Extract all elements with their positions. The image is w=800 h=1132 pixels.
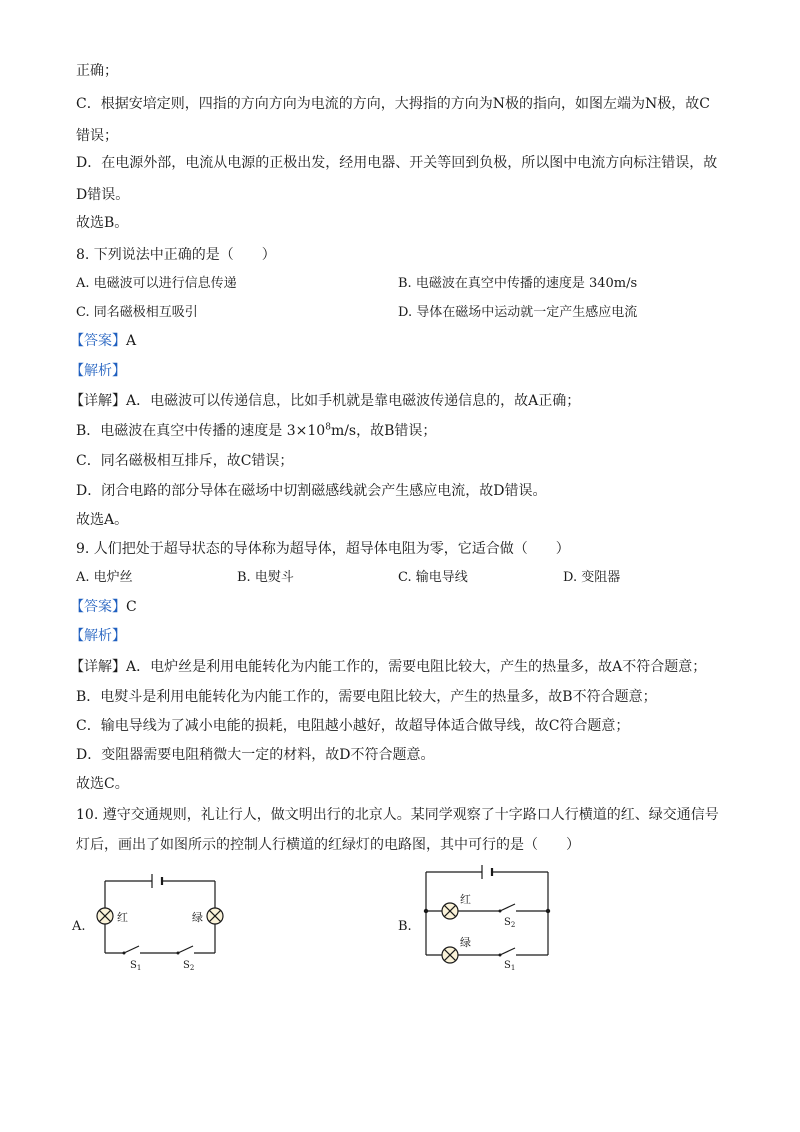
switch-s2-blade (178, 946, 193, 953)
junction-dot (546, 909, 550, 913)
lamp-green-icon (207, 908, 223, 924)
q8-option-b: B. 电磁波在真空中传播的速度是 340m/s (398, 276, 638, 291)
answer-value: A (126, 333, 137, 349)
question-10-stem-2: 灯后，画出了如图所示的控制人行横道的红绿灯的电路图，其中可行的是（ ） (76, 837, 580, 853)
question-8-stem: 8. 下列说法中正确的是（ ） (76, 247, 276, 263)
text-line: D．在电源外部，电流从电源的正极出发，经用电器、开关等回到负极，所以图中电流方向标注错误，故 (76, 155, 718, 171)
question-10-stem-1: 10. 遵守交通规则，礼让行人，做文明出行的北京人。某同学观察了十字路口人行横道的红、绿交通信号 (76, 807, 719, 823)
q8-detail-d: D．闭合电路的部分导体在磁场中切割磁感线就会产生感应电流，故D错误。 (76, 483, 547, 499)
text-line: 错误； (76, 128, 118, 144)
circuit-diagram-b (418, 862, 558, 972)
q9-detail-c: C．输电导线为了减小电能的损耗，电阻越小越好，故超导体适合做导线，故C符合题意； (76, 718, 630, 734)
q8-detail-b (76, 422, 436, 440)
detail-b-post: m/s，故B错误； (330, 423, 437, 439)
detail-text: A．电磁波可以传递信息，比如手机就是靠电磁波传递信息的，故A正确； (126, 393, 581, 409)
q9-detail-b: B．电熨斗是利用电能转化为内能工作的，需要电阻比较大，产生的热量多，故B不符合题意； (76, 689, 657, 705)
q9-answer (70, 598, 137, 616)
lamp-red-icon (442, 903, 458, 919)
lamp-red-label: 红 (460, 893, 471, 906)
q8-detail-c: C．同名磁极相互排斥，故C错误； (76, 453, 294, 469)
q10-option-b-label: B. (398, 919, 412, 934)
circuit-diagram-a (90, 868, 240, 978)
q9-detail-d: D．变阻器需要电阻稍微大一定的材料，故D不符合题意。 (76, 747, 435, 763)
answer-tag: 【答案】 (70, 333, 126, 349)
q8-option-c: C. 同名磁极相互吸引 (76, 305, 198, 320)
switch-s2-label: $S_2$ (183, 960, 195, 972)
switch-s1-label: $S_1$ (504, 960, 516, 972)
q9-option-b: B. 电熨斗 (237, 570, 294, 585)
q8-analysis-tag (70, 362, 126, 380)
text-line: 故选B。 (76, 215, 129, 231)
text-line: C．根据安培定则，四指的方向方向为电流的方向，大拇指的方向为N极的指向，如图左端为N极，故C (76, 96, 710, 112)
q8-option-a: A. 电磁波可以进行信息传递 (76, 276, 237, 291)
lamp-red-label: 红 (117, 911, 128, 924)
q10-option-a-label: A. (72, 919, 86, 934)
lamp-green-label: 绿 (460, 936, 471, 949)
switch-s1-blade (500, 948, 515, 955)
lamp-red-icon (97, 908, 113, 924)
text-line: 正确； (76, 63, 118, 79)
switch-s2-blade (500, 904, 515, 911)
q9-option-d: D. 变阻器 (563, 570, 621, 585)
detail-text: A．电炉丝是利用电能转化为内能工作的，需要电阻比较大，产生的热量多，故A不符合题意； (126, 659, 707, 675)
lamp-green-label: 绿 (192, 911, 203, 924)
answer-tag: 【答案】 (70, 599, 126, 615)
switch-s2-label: $S_2$ (504, 917, 516, 929)
switch-s1-blade (124, 946, 139, 953)
junction-dot (424, 909, 428, 913)
switch-pivot (499, 910, 502, 913)
switch-s1-label: $S_1$ (130, 960, 142, 972)
q8-detail-a (70, 392, 580, 410)
detail-b-pre: B．电磁波在真空中传播的速度是 3×10 (76, 423, 326, 439)
detail-tag: 【详解】 (70, 393, 126, 409)
question-9-stem: 9. 人们把处于超导状态的导体称为超导体，超导体电阻为零，它适合做（ ） (76, 541, 570, 557)
switch-pivot (177, 952, 180, 955)
exponent: 8 (325, 422, 331, 433)
analysis-tag: 【解析】 (70, 363, 126, 379)
q9-option-a: A. 电炉丝 (76, 570, 133, 585)
q9-analysis-tag (70, 627, 126, 645)
detail-tag: 【详解】 (70, 659, 126, 675)
q9-conclusion: 故选C。 (76, 776, 129, 792)
q9-option-c: C. 输电导线 (398, 570, 468, 585)
switch-pivot (499, 954, 502, 957)
answer-value: C (126, 599, 137, 615)
analysis-tag: 【解析】 (70, 628, 126, 644)
q9-detail-a (70, 658, 706, 676)
lamp-green-icon (442, 947, 458, 963)
switch-pivot (123, 952, 126, 955)
q8-conclusion: 故选A。 (76, 512, 129, 528)
q8-option-d: D. 导体在磁场中运动就一定产生感应电流 (398, 305, 638, 320)
q8-answer (70, 332, 136, 350)
text-line: D错误。 (76, 187, 130, 203)
